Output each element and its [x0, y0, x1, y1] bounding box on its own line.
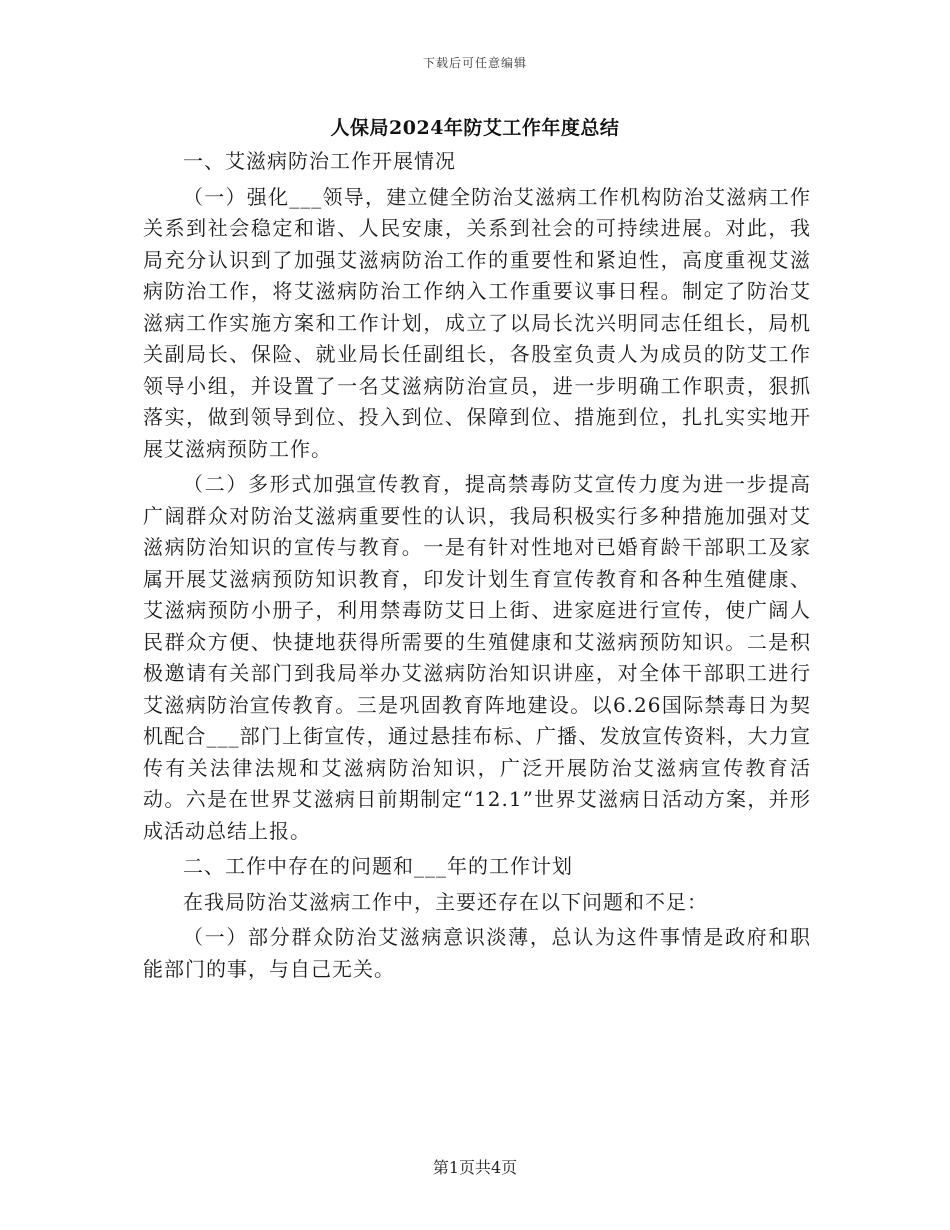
paragraph-4: （一）部分群众防治艾滋病意识淡薄，总认为这件事情是政府和职能部门的事，与自己无关。 [143, 925, 811, 981]
paragraph-3: 在我局防治艾滋病工作中，主要还存在以下问题和不足： [183, 889, 708, 914]
paragraph-2: （二）多形式加强宣传教育，提高禁毒防艾宣传力度为进一步提高广阔群众对防治艾滋病重要性的认识，我局积极实行多种措施加强对艾滋病防治知识的宣传与教育。一是有针对性地对已婚育龄干部职工及家属开展艾滋病预防知识教育，印发计划生育宣传教育和各种生殖健康、艾滋病预防小册子，利用禁毒防艾日上街、进家庭进行宣传，使广阔人民群众方便、快捷地获得所需要的生殖健康和艾滋病预防知识。二是积极邀请有关部门到我局举办艾滋病防治知识讲座，对全体干部职工进行艾滋病防治宣传教育。三是巩固教育阵地建设。以6.26国际禁毒日为契机配合___部门上街宣传，通过悬挂布标、广播、发放宣传资料，大力宣传有关法律法规和艾滋病防治知识，广泛开展防治艾滋病宣传教育活动。六是在世界艾滋病日前期制定“12.1”世界艾滋病日活动方案，并形成活动总结上报。 [143, 472, 811, 843]
section-heading-1: 一、艾滋病防治工作开展情况 [183, 149, 456, 173]
document-body [143, 146, 811, 985]
section-heading-2: 二、工作中存在的问题和___年的工作计划 [183, 854, 573, 878]
header-note: 下载后可任意编辑 [422, 56, 527, 70]
paragraph-1: （一）强化___领导，建立健全防治艾滋病工作机构防治艾滋病工作关系到社会稳定和谐、人民安康，关系到社会的可持续进展。对此，我局充分认识到了加强艾滋病防治工作的重要性和紧迫性，高度重视艾滋病防治工作，将艾滋病防治工作纳入工作重要议事日程。制定了防治艾滋病工作实施方案和工作计划，成立了以局长沈兴明同志任组长，局机关副局长、保险、就业局长任副组长，各股室负责人为成员的防艾工作领导小组，并设置了一名艾滋病防治宣员，进一步明确工作职责，狠抓落实，做到领导到位、投入到位、保障到位、措施到位，扎扎实实地开展艾滋病预防工作。 [143, 184, 811, 461]
page-indicator: 第1页共4页 [432, 1158, 518, 1177]
document-title: 人保局2024年防艾工作年度总结 [330, 117, 620, 139]
